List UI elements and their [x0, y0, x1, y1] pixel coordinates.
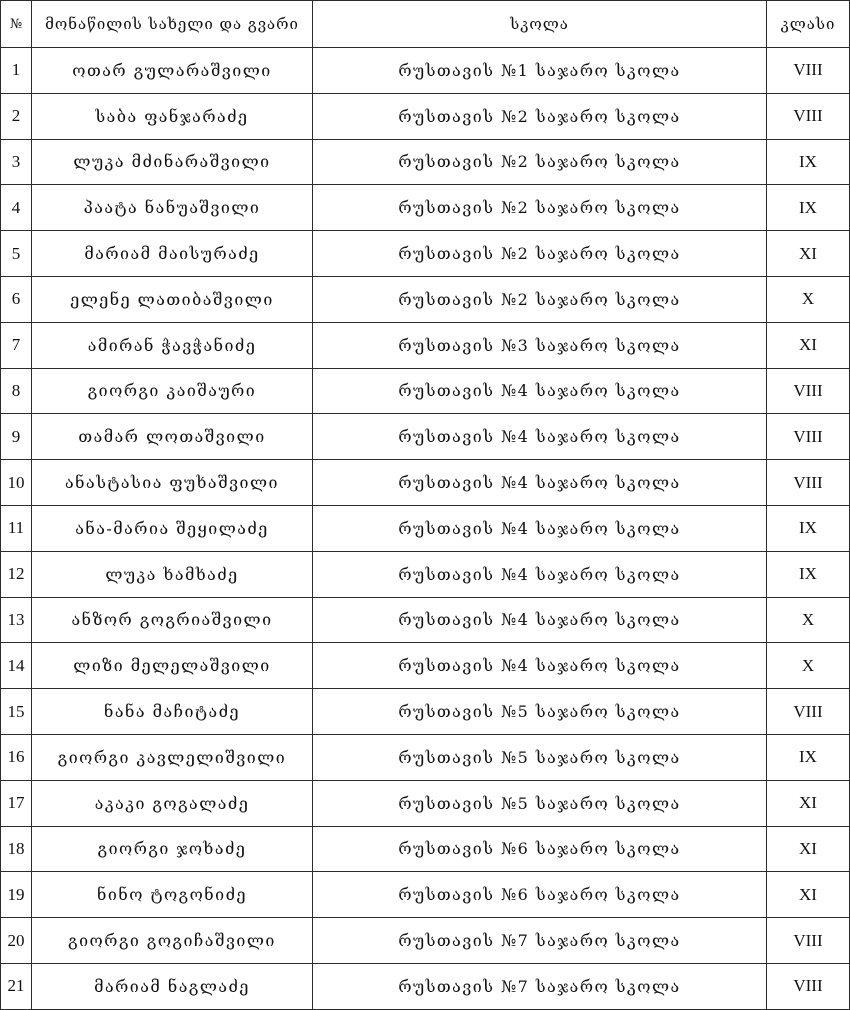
row-number: 6: [1, 276, 32, 322]
grade: VIII: [767, 460, 850, 506]
grade: VIII: [767, 414, 850, 460]
grade: X: [767, 597, 850, 643]
row-number: 21: [1, 963, 32, 1009]
participant-name: პაატა ნანუაშვილი: [32, 185, 313, 231]
header-school: სკოლა: [313, 1, 767, 48]
participant-name: ნინო ტოგონიძე: [32, 872, 313, 918]
row-number: 20: [1, 918, 32, 964]
table-row: [1, 460, 850, 506]
table-row: [1, 597, 850, 643]
school-name: რუსთავის №1 საჯარო სკოლა: [313, 48, 767, 94]
school-name: რუსთავის №4 საჯარო სკოლა: [313, 460, 767, 506]
table-row: [1, 185, 850, 231]
participant-name: ოთარ გულარაშვილი: [32, 48, 313, 94]
school-name: რუსთავის №6 საჯარო სკოლა: [313, 872, 767, 918]
grade: VIII: [767, 48, 850, 94]
table-row: [1, 780, 850, 826]
school-name: რუსთავის №4 საჯარო სკოლა: [313, 505, 767, 551]
grade: IX: [767, 551, 850, 597]
grade: VIII: [767, 93, 850, 139]
participant-name: ლუკა მძინარაშვილი: [32, 139, 313, 185]
row-number: 15: [1, 689, 32, 735]
participant-name: აკაკი გოგალაძე: [32, 780, 313, 826]
participant-name: გიორგი ჯოხაძე: [32, 826, 313, 872]
participant-name: მარიამ ნაგლაძე: [32, 963, 313, 1009]
table-row: [1, 505, 850, 551]
table-row: [1, 918, 850, 964]
school-name: რუსთავის №2 საჯარო სკოლა: [313, 185, 767, 231]
participant-name: ლიზი მელელაშვილი: [32, 643, 313, 689]
grade: XI: [767, 826, 850, 872]
school-name: რუსთავის №5 საჯარო სკოლა: [313, 734, 767, 780]
row-number: 2: [1, 93, 32, 139]
row-number: 10: [1, 460, 32, 506]
participant-name: ლუკა ხამხაძე: [32, 551, 313, 597]
table-row: [1, 643, 850, 689]
participant-name: გიორგი კაიშაური: [32, 368, 313, 414]
row-number: 4: [1, 185, 32, 231]
grade: VIII: [767, 918, 850, 964]
table-row: [1, 414, 850, 460]
grade: IX: [767, 505, 850, 551]
participant-name: ანზორ გოგრიაშვილი: [32, 597, 313, 643]
school-name: რუსთავის №4 საჯარო სკოლა: [313, 368, 767, 414]
participant-name: ელენე ლათიბაშვილი: [32, 276, 313, 322]
school-name: რუსთავის №2 საჯარო სკოლა: [313, 139, 767, 185]
row-number: 8: [1, 368, 32, 414]
school-name: რუსთავის №2 საჯარო სკოლა: [313, 276, 767, 322]
school-name: რუსთავის №7 საჯარო სკოლა: [313, 963, 767, 1009]
header-name: მონაწილის სახელი და გვარი: [32, 1, 313, 48]
table-row: [1, 368, 850, 414]
row-number: 12: [1, 551, 32, 597]
participant-name: თამარ ლოთაშვილი: [32, 414, 313, 460]
table-row: [1, 322, 850, 368]
grade: IX: [767, 734, 850, 780]
grade: VIII: [767, 368, 850, 414]
school-name: რუსთავის №3 საჯარო სკოლა: [313, 322, 767, 368]
school-name: რუსთავის №6 საჯარო სკოლა: [313, 826, 767, 872]
table-row: [1, 872, 850, 918]
school-name: რუსთავის №5 საჯარო სკოლა: [313, 780, 767, 826]
row-number: 7: [1, 322, 32, 368]
participant-name: მარიამ მაისურაძე: [32, 231, 313, 277]
table-header-row: [1, 1, 850, 48]
grade: XI: [767, 231, 850, 277]
school-name: რუსთავის №4 საჯარო სკოლა: [313, 597, 767, 643]
school-name: რუსთავის №4 საჯარო სკოლა: [313, 643, 767, 689]
school-name: რუსთავის №5 საჯარო სკოლა: [313, 689, 767, 735]
row-number: 5: [1, 231, 32, 277]
row-number: 18: [1, 826, 32, 872]
school-name: რუსთავის №4 საჯარო სკოლა: [313, 414, 767, 460]
participant-name: ამირან ჭავჭანიძე: [32, 322, 313, 368]
grade: XI: [767, 322, 850, 368]
table-row: [1, 826, 850, 872]
table-row: [1, 276, 850, 322]
table-row: [1, 93, 850, 139]
participant-name: ნანა მაჩიტაძე: [32, 689, 313, 735]
grade: IX: [767, 185, 850, 231]
school-name: რუსთავის №4 საჯარო სკოლა: [313, 551, 767, 597]
grade: XI: [767, 872, 850, 918]
row-number: 16: [1, 734, 32, 780]
table-row: [1, 139, 850, 185]
participant-name: საბა ფანჯარაძე: [32, 93, 313, 139]
participant-name: ანასტასია ფუხაშვილი: [32, 460, 313, 506]
grade: IX: [767, 139, 850, 185]
table-row: [1, 231, 850, 277]
row-number: 11: [1, 505, 32, 551]
participant-name: გიორგი კავლელიშვილი: [32, 734, 313, 780]
table-row: [1, 689, 850, 735]
table-row: [1, 734, 850, 780]
grade: VIII: [767, 963, 850, 1009]
grade: XI: [767, 780, 850, 826]
participant-name: ანა-მარია შეყილაძე: [32, 505, 313, 551]
school-name: რუსთავის №7 საჯარო სკოლა: [313, 918, 767, 964]
table-row: [1, 963, 850, 1009]
participant-name: გიორგი გოგიჩაშვილი: [32, 918, 313, 964]
table-row: [1, 48, 850, 94]
table-row: [1, 551, 850, 597]
header-number: №: [1, 1, 32, 48]
grade: VIII: [767, 689, 850, 735]
row-number: 9: [1, 414, 32, 460]
row-number: 3: [1, 139, 32, 185]
row-number: 1: [1, 48, 32, 94]
row-number: 19: [1, 872, 32, 918]
row-number: 13: [1, 597, 32, 643]
row-number: 14: [1, 643, 32, 689]
row-number: 17: [1, 780, 32, 826]
school-name: რუსთავის №2 საჯარო სკოლა: [313, 231, 767, 277]
school-name: რუსთავის №2 საჯარო სკოლა: [313, 93, 767, 139]
grade: X: [767, 643, 850, 689]
grade: X: [767, 276, 850, 322]
header-grade: კლასი: [767, 1, 850, 48]
